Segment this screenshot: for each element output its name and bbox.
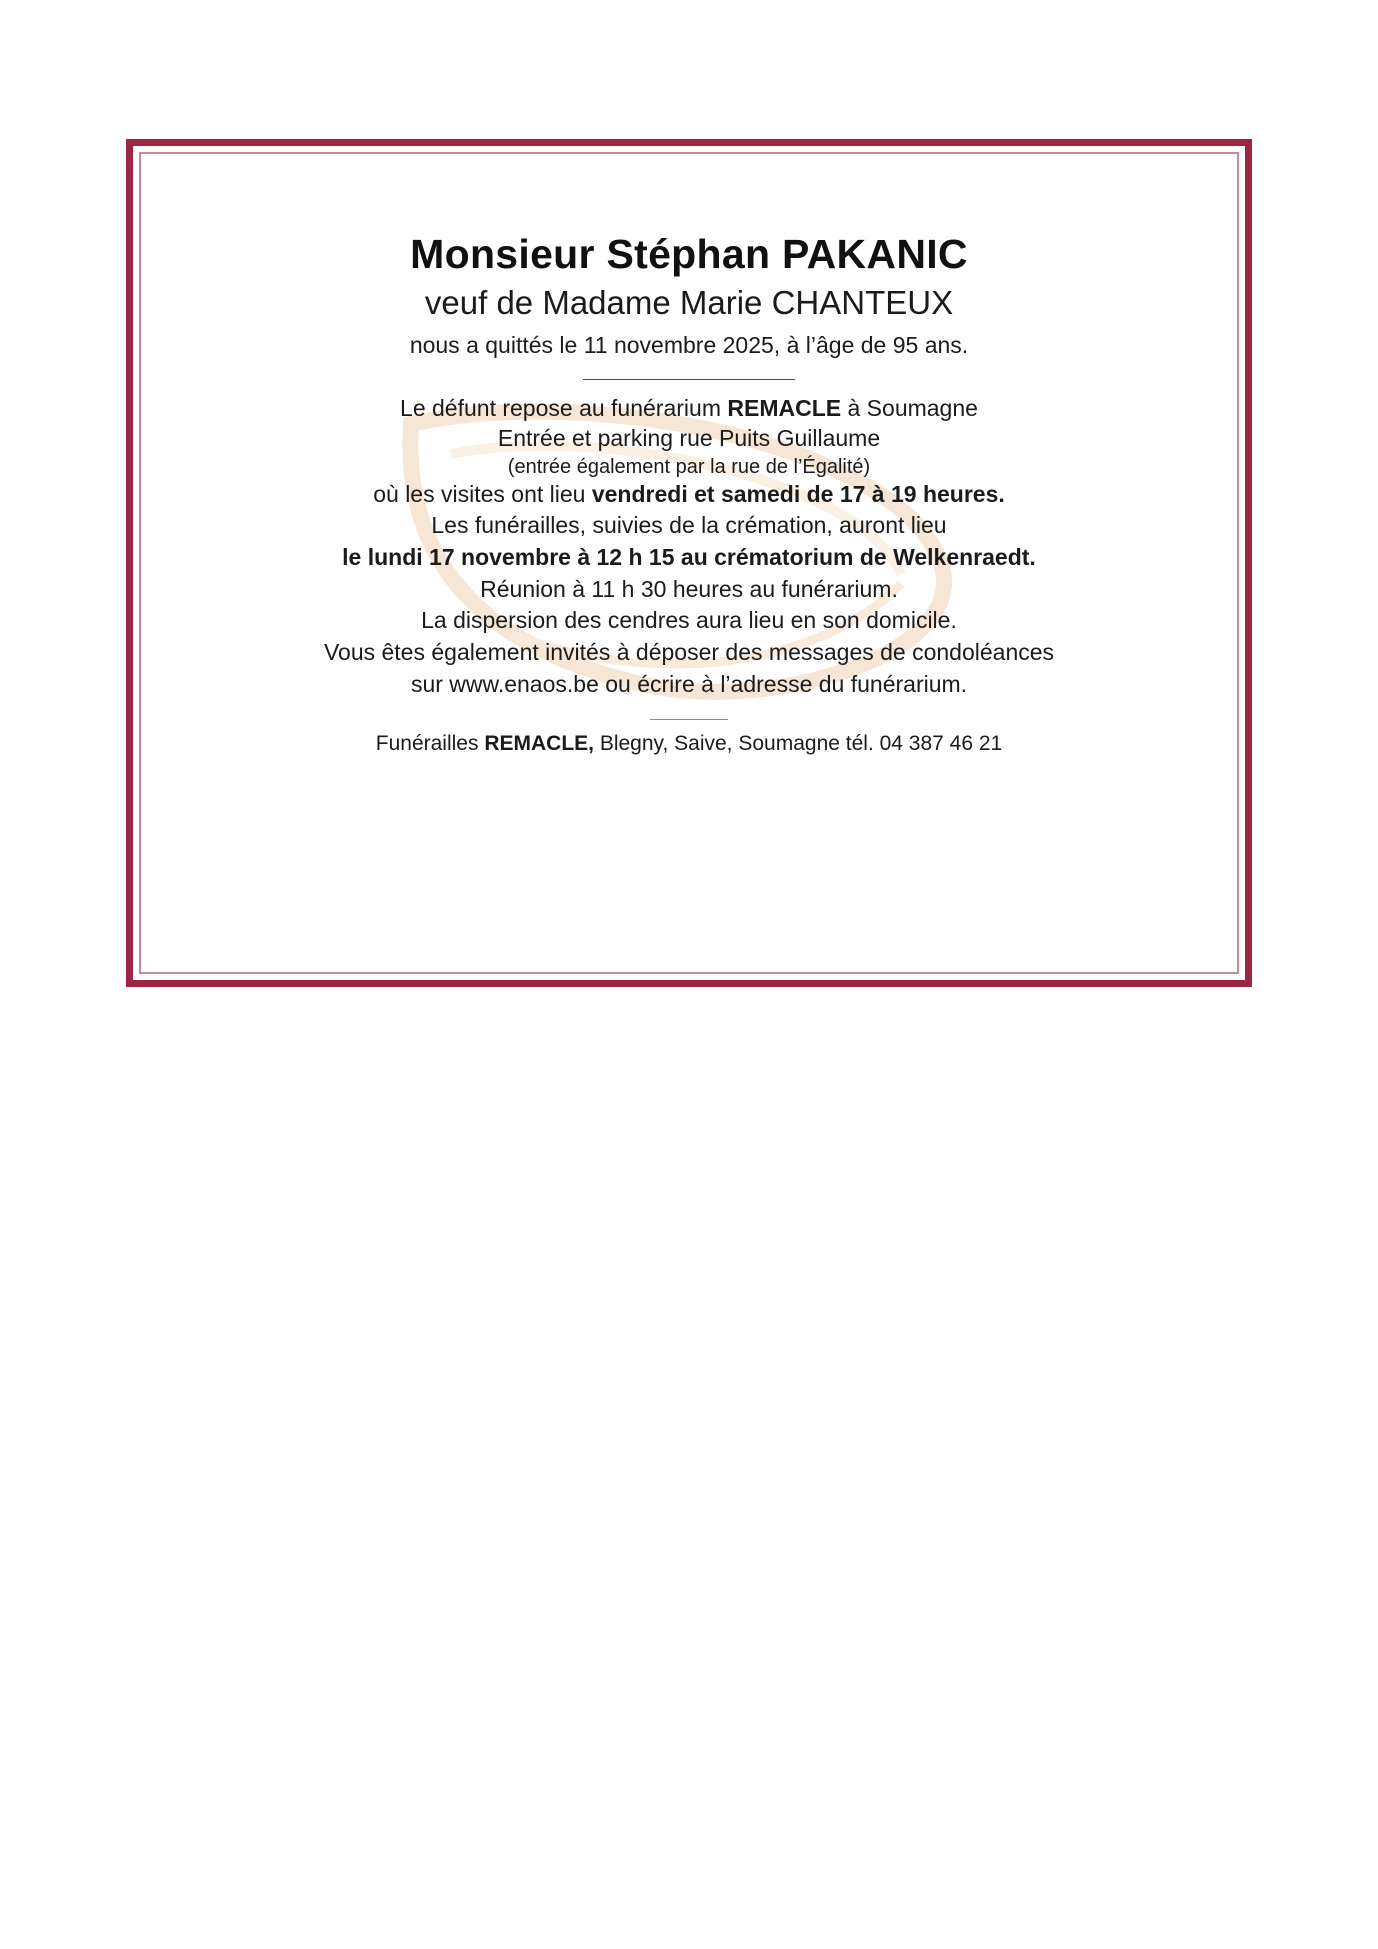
- footer-divider: [650, 719, 728, 720]
- repose-company: REMACLE: [727, 395, 842, 422]
- repose-line: [209, 394, 1169, 424]
- deceased-name: Monsieur Stéphan PAKANIC: [410, 231, 968, 277]
- funeral-home-footer: [141, 732, 1237, 756]
- repose-prefix: Le défunt repose au funérarium: [400, 395, 728, 422]
- mourning-card-inner-frame: [139, 152, 1239, 974]
- condolences-line-2: sur www.enaos.be ou écrire à l’adresse du funérarium.: [410, 670, 968, 697]
- visits-line: [209, 480, 1169, 510]
- visits-prefix: où les visites ont lieu: [373, 481, 592, 508]
- footer-company: REMACLE,: [484, 731, 594, 755]
- funeral-line-1: Les funérailles, suivies de la crémation, auront lieu: [431, 512, 947, 539]
- announcement-content: [141, 154, 1237, 756]
- funeral-line-2: le lundi 17 novembre à 12 h 15 au crématorium de Welkenraedt.: [342, 543, 1036, 570]
- death-line: nous a quittés le 11 novembre 2025, à l’âge de 95 ans.: [409, 331, 969, 358]
- visits-hours: vendredi et samedi de 17 à 19 heures.: [591, 481, 1005, 508]
- condolences-line-1: Vous êtes également invités à déposer des messages de condoléances: [323, 639, 1055, 666]
- reunion-line: Réunion à 11 h 30 heures au funérarium.: [480, 575, 898, 602]
- mourning-card: [126, 139, 1252, 987]
- footer-contact: Blegny, Saive, Soumagne tél. 04 387 46 21: [594, 731, 1003, 755]
- footer-prefix: Funérailles: [375, 731, 485, 755]
- entrance-note: (entrée également par la rue de l’Égalité): [507, 456, 871, 479]
- divider: [583, 379, 795, 380]
- dispersion-line: La dispersion des cendres aura lieu en son domicile.: [421, 607, 957, 634]
- repose-place: à Soumagne: [841, 395, 978, 422]
- entrance-line: Entrée et parking rue Puits Guillaume: [497, 425, 881, 452]
- spouse-line: veuf de Madame Marie CHANTEUX: [424, 283, 954, 321]
